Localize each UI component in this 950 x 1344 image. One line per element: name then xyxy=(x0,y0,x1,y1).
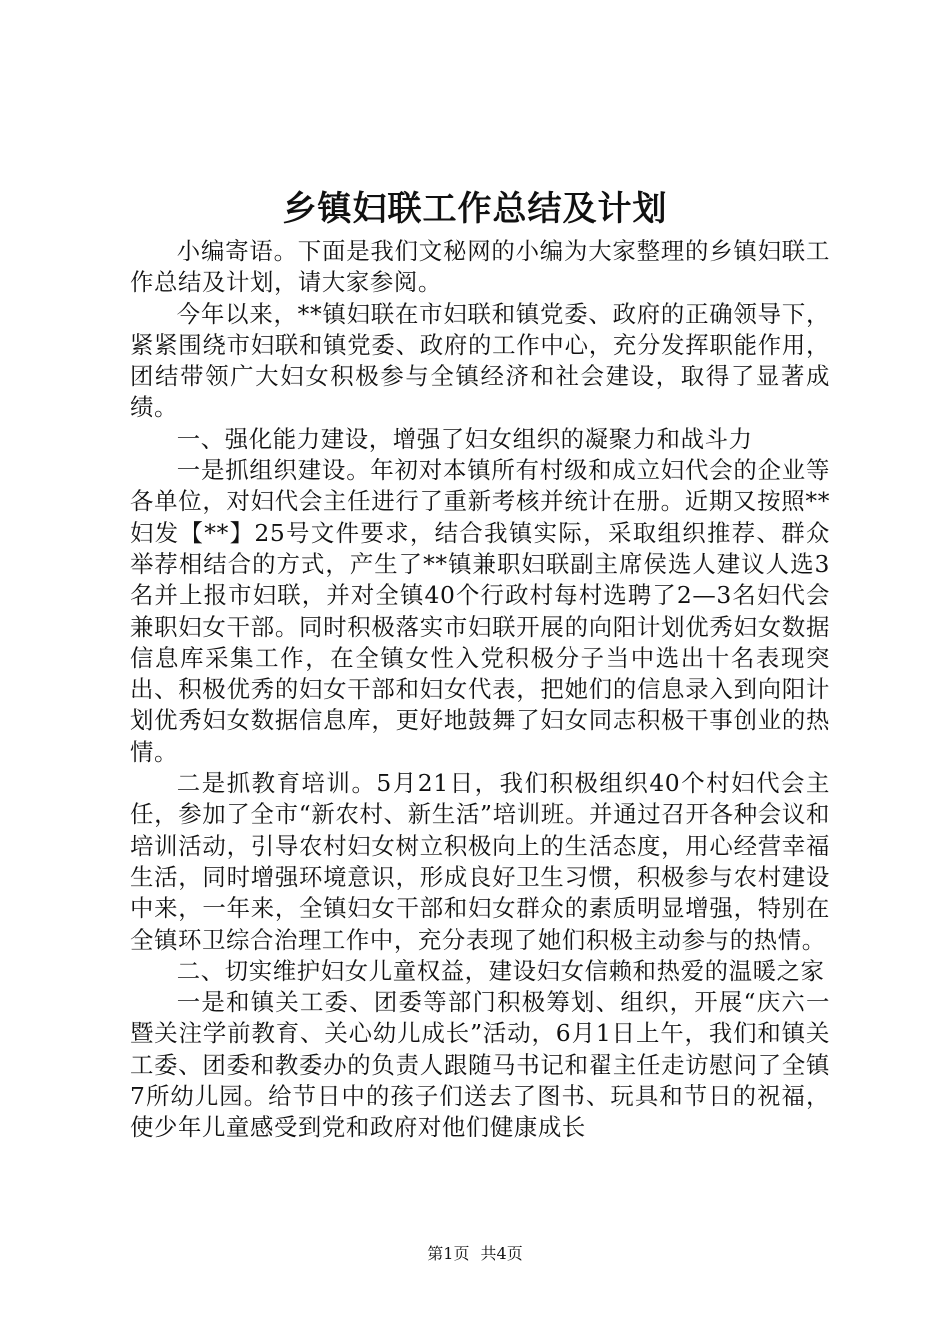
page-total: 共4页 xyxy=(480,1244,523,1263)
paragraph-training: 二是抓教育培训。5月21日，我们积极组织40个村妇代会主任，参加了全市“新农村、新生活”培训班。并通过召开各种会议和培训活动，引导农村妇女树立积极向上的生活态度，用心经营幸福生活，同时增强环境意识，形成良好卫生习惯，积极参与农村建设中来，一年来，全镇妇女干部和妇女群众的素质明显增强，特别在全镇环卫综合治理工作中，充分表现了她们积极主动参与的热情。 xyxy=(130,769,830,954)
paragraph-organization: 一是抓组织建设。年初对本镇所有村级和成立妇代会的企业等各单位，对妇代会主任进行了重新考核并统计在册。近期又按照**妇发【**】25号文件要求，结合我镇实际，采取组织推荐、群众举荐相结合的方式，产生了**镇兼职妇联副主席侯选人建议人选3名并上报市妇联，并对全镇40个行政村每村选聘了2—3名妇代会兼职妇女干部。同时积极落实市妇联开展的向阳计划优秀妇女数据信息库采集工作，在全镇女性入党积极分子当中选出十名表现突出、积极优秀的妇女干部和妇女代表，把她们的信息录入到向阳计划优秀妇女数据信息库，更好地鼓舞了妇女同志积极干事创业的热情。 xyxy=(130,456,830,766)
paragraph-childrens-day: 一是和镇关工委、团委等部门积极筹划、组织，开展“庆六一暨关注学前教育、关心幼儿成长”活动，6月1日上午，我们和镇关工委、团委和教委办的负责人跟随马书记和翟主任走访慰问了全镇7所幼儿园。给节日中的孩子们送去了图书、玩具和节日的祝福，使少年儿童感受到党和政府对他们健康成长 xyxy=(130,988,830,1142)
document-body xyxy=(130,236,830,1144)
paragraph-overview: 今年以来，**镇妇联在市妇联和镇党委、政府的正确领导下，紧紧围绕市妇联和镇党委、政府的工作中心，充分发挥职能作用，团结带领广大妇女积极参与全镇经济和社会建设，取得了显著成绩。 xyxy=(130,299,830,422)
page-footer xyxy=(0,1243,950,1265)
paragraph-intro: 小编寄语。下面是我们文秘网的小编为大家整理的乡镇妇联工作总结及计划，请大家参阅。 xyxy=(130,237,830,297)
section-heading-1: 一、强化能力建设，增强了妇女组织的凝聚力和战斗力 xyxy=(176,424,753,453)
page-number: 第1页 xyxy=(427,1244,470,1263)
document-title: 乡镇妇联工作总结及计划 xyxy=(282,189,668,229)
section-heading-2: 二、切实维护妇女儿童权益，建设妇女信赖和热爱的温暖之家 xyxy=(176,956,825,985)
